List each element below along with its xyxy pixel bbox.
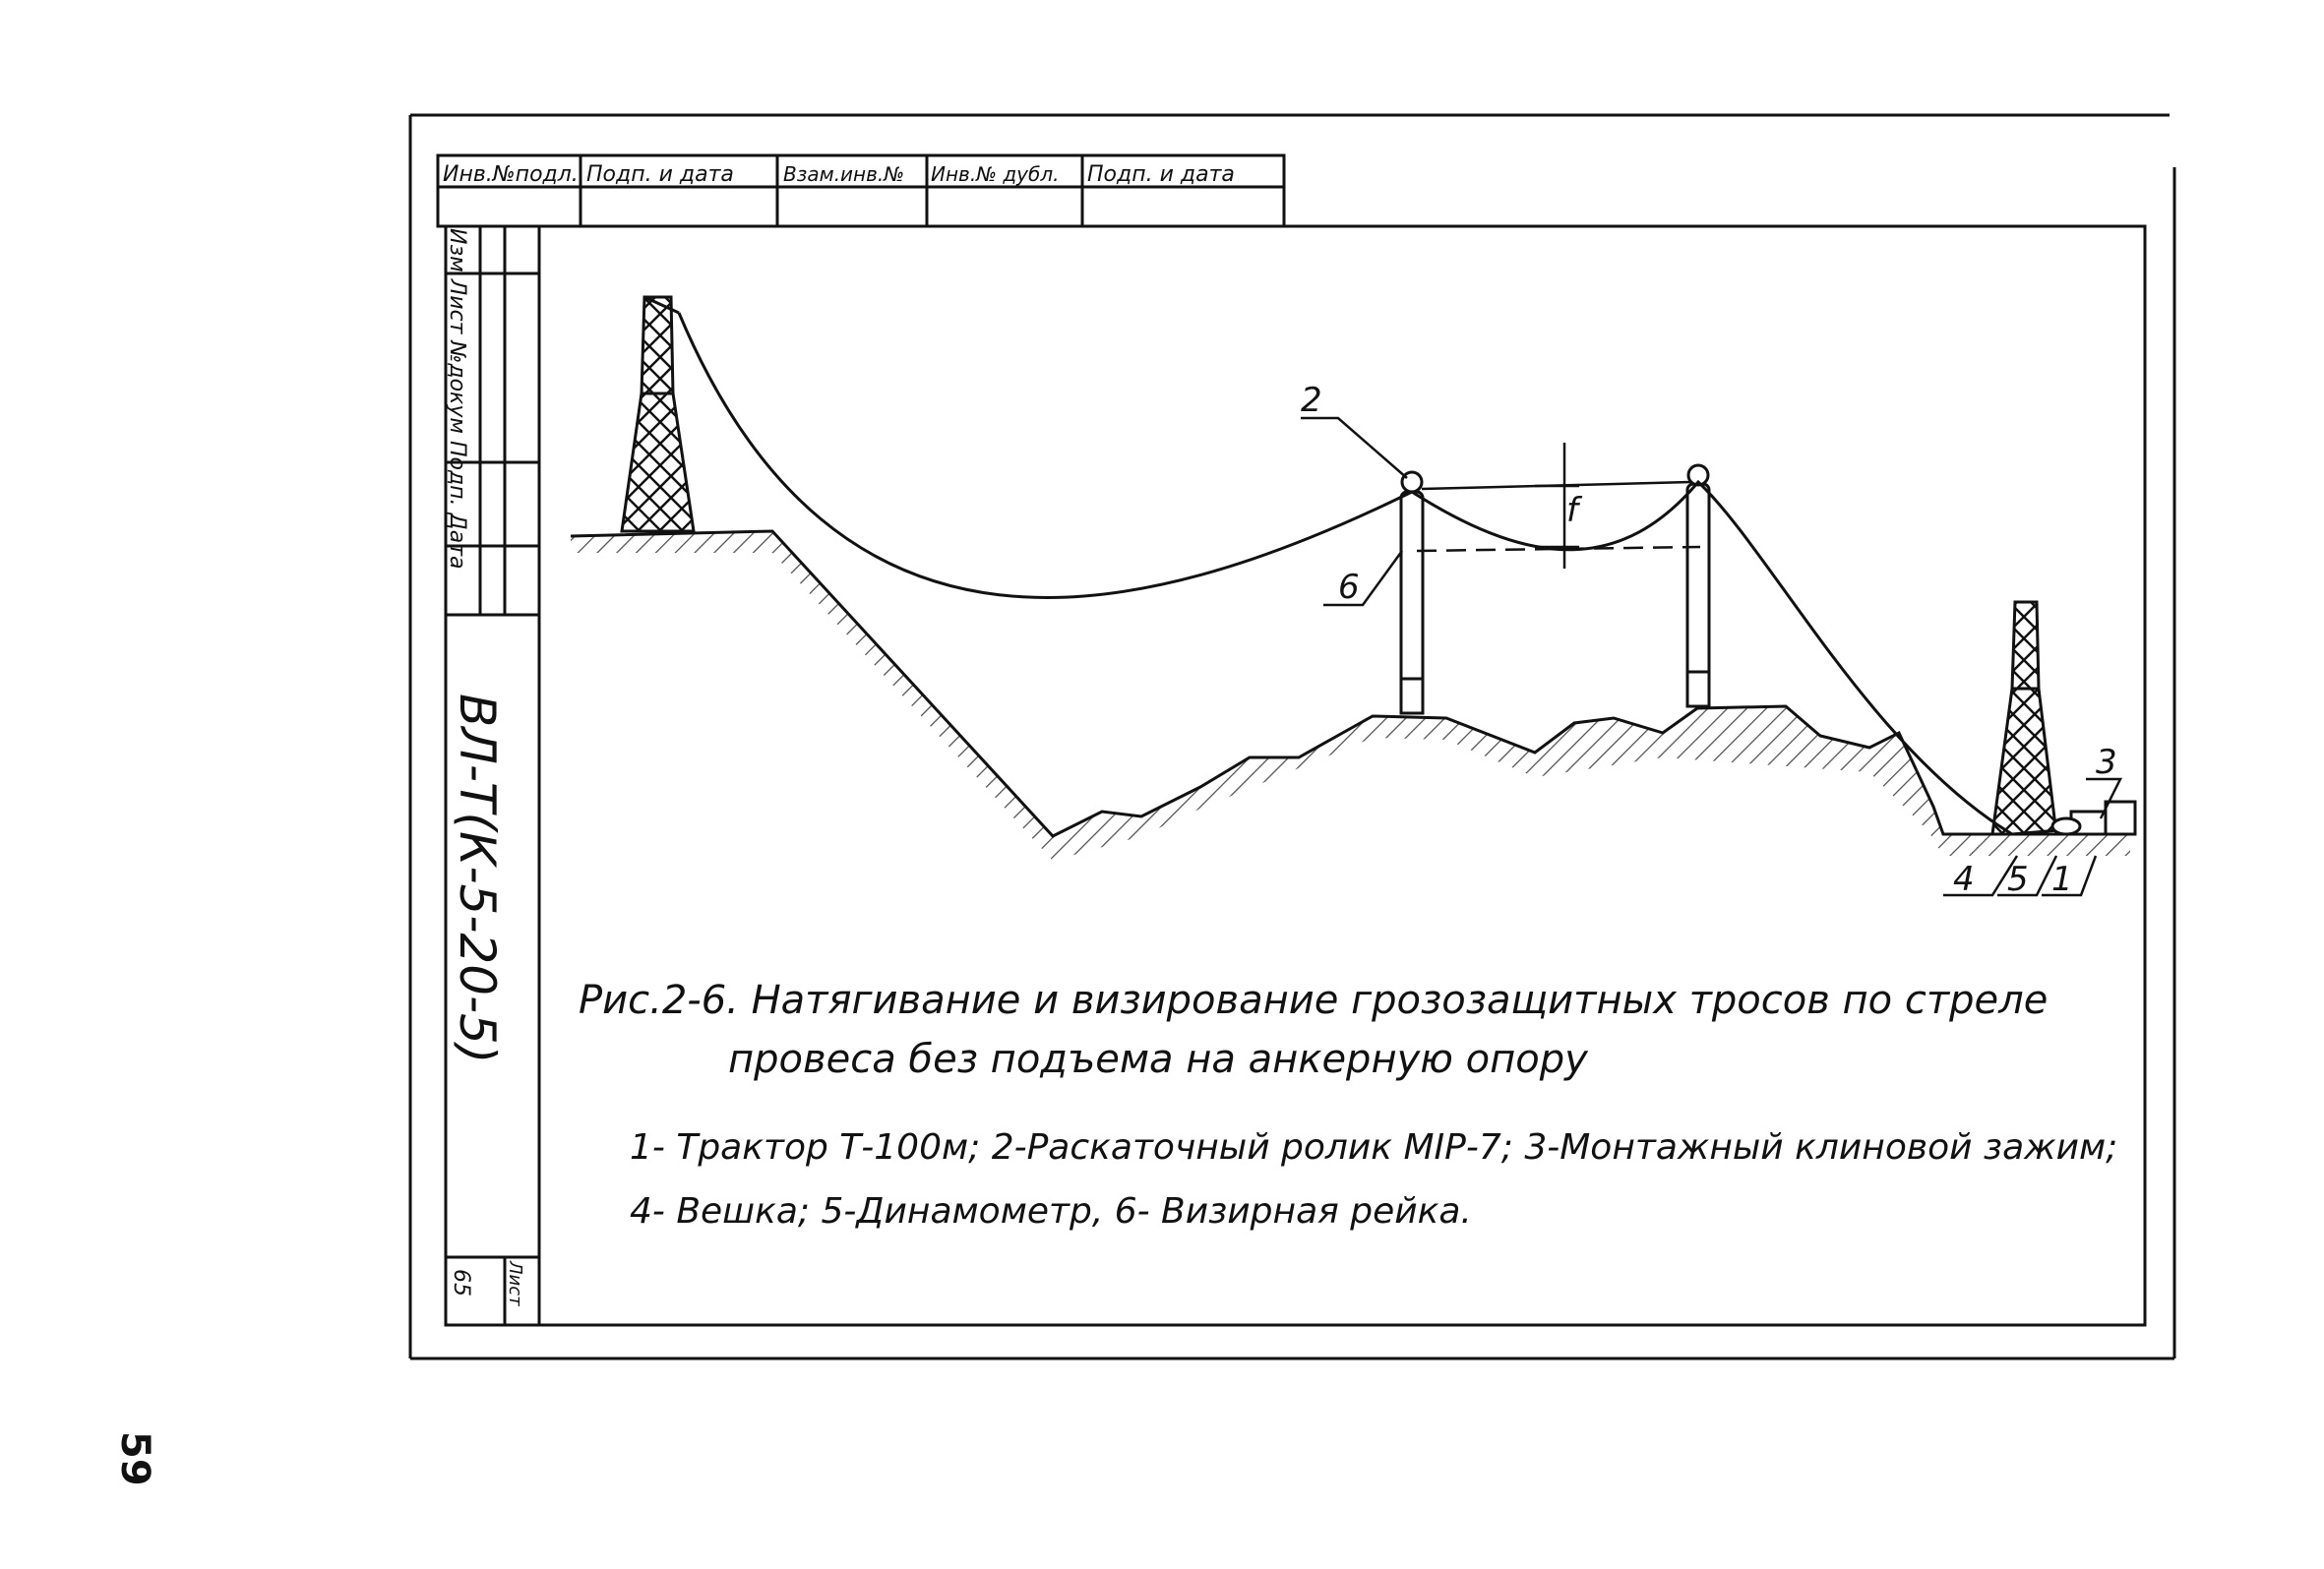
callout-3: 3 xyxy=(2096,743,2117,782)
legend-line-1: 1- Трактор Т-100м; 2-Раскаточный ролик МIР-7; 3-Монтажный клиновой зажим; xyxy=(630,1127,2118,1168)
side-strip-column-labels: Изм Лист №докум Подп. Дата xyxy=(445,228,469,570)
page-number: 59 xyxy=(112,1431,157,1486)
sheet-label: Лист xyxy=(505,1261,525,1306)
figure-caption-line-1: Рис.2-6. Натягивание и визирование грозозащитных тросов по стреле xyxy=(579,978,2049,1023)
stamp-inv-podl: Инв.№подл. xyxy=(443,162,579,187)
stamp-header-labels xyxy=(443,162,1235,187)
sheet-number: 65 xyxy=(449,1269,473,1297)
left-tower xyxy=(622,297,694,531)
pole-1 xyxy=(1401,472,1423,713)
document-code: ВЛ-Т(К-5-20-5) xyxy=(449,694,506,1064)
stamp-podp-data-1: Подп. и дата xyxy=(586,162,734,187)
pole-2 xyxy=(1687,465,1709,706)
callout-2: 2 xyxy=(1301,381,1322,420)
callout-6: 6 xyxy=(1338,568,1360,607)
stamp-inv-dubl: Инв.№ дубл. xyxy=(931,162,1060,186)
callout-5: 5 xyxy=(2007,860,2029,899)
outer-frame xyxy=(410,115,2174,1358)
stamp-podp-data-2: Подп. и дата xyxy=(1087,162,1235,187)
right-anchor-tower xyxy=(1992,602,2056,834)
callout-4: 4 xyxy=(1953,860,1975,899)
callout-1: 1 xyxy=(2051,860,2073,899)
sag-label: f xyxy=(1566,491,1578,530)
tractor-assembly xyxy=(2052,802,2135,834)
figure-caption-line-2: провеса без подъема на анкерную опору xyxy=(728,1037,1588,1082)
legend-line-2: 4- Вешка; 5-Динамометр, 6- Визирная рейка. xyxy=(630,1191,1472,1232)
stamp-vzam-inv: Взам.инв.№ xyxy=(783,162,905,186)
